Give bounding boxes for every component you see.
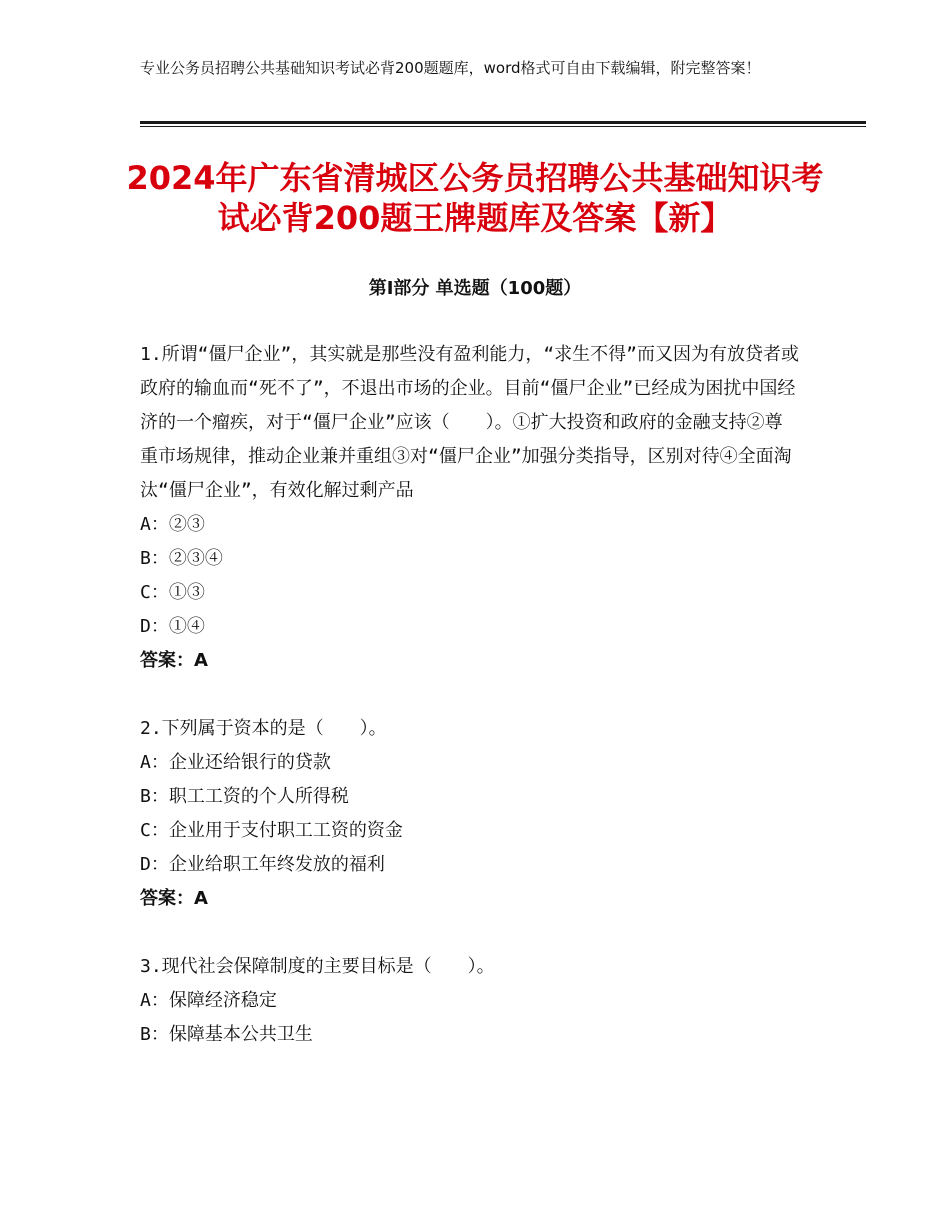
- header-divider-thick: [140, 121, 866, 124]
- document-title: 2024年广东省清城区公务员招聘公共基础知识考试必背200题王牌题库及答案【新】: [126, 159, 824, 237]
- option-a: A：企业还给银行的贷款: [140, 752, 331, 773]
- question-2: [140, 712, 800, 916]
- question-list: [140, 338, 800, 1052]
- spacer: [140, 678, 800, 712]
- option-a: A：②③: [140, 514, 205, 535]
- option-c: C：①③: [140, 582, 205, 603]
- option-b: B：②③④: [140, 548, 223, 569]
- option-a: A：保障经济稳定: [140, 990, 277, 1011]
- option-b: B：保障基本公共卫生: [140, 1024, 313, 1045]
- answer: 答案：A: [140, 888, 208, 909]
- question-1: [140, 338, 800, 678]
- option-b: B：职工工资的个人所得税: [140, 786, 349, 807]
- option-d: D：①④: [140, 616, 205, 637]
- question-stem: 1.所谓“僵尸企业”，其实就是那些没有盈利能力，“求生不得”而又因为有放贷者或政府的输血而“死不了”，不退出市场的企业。目前“僵尸企业”已经成为困扰中国经济的一个瘤疾，对于“僵尸企业”应该（ ）。①扩大投资和政府的金融支持②尊重市场规律，推动企业兼并重组③对“僵尸企业”加强分类指导，区别对待④全面淘汰“僵尸企业”，有效化解过剩产品: [140, 344, 800, 501]
- answer: 答案：A: [140, 650, 208, 671]
- header-divider-thin: [140, 126, 866, 127]
- spacer: [140, 916, 800, 950]
- question-stem: 3.现代社会保障制度的主要目标是（ ）。: [140, 956, 495, 977]
- header-note: 专业公务员招聘公共基础知识考试必背200题题库，word格式可自由下载编辑，附完整答案！: [140, 59, 761, 77]
- option-c: C：企业用于支付职工工资的资金: [140, 820, 403, 841]
- question-3: [140, 950, 800, 1052]
- option-d: D：企业给职工年终发放的福利: [140, 854, 385, 875]
- section-heading: 第Ⅰ部分 单选题（100题）: [368, 278, 582, 299]
- question-stem: 2.下列属于资本的是（ ）。: [140, 718, 387, 739]
